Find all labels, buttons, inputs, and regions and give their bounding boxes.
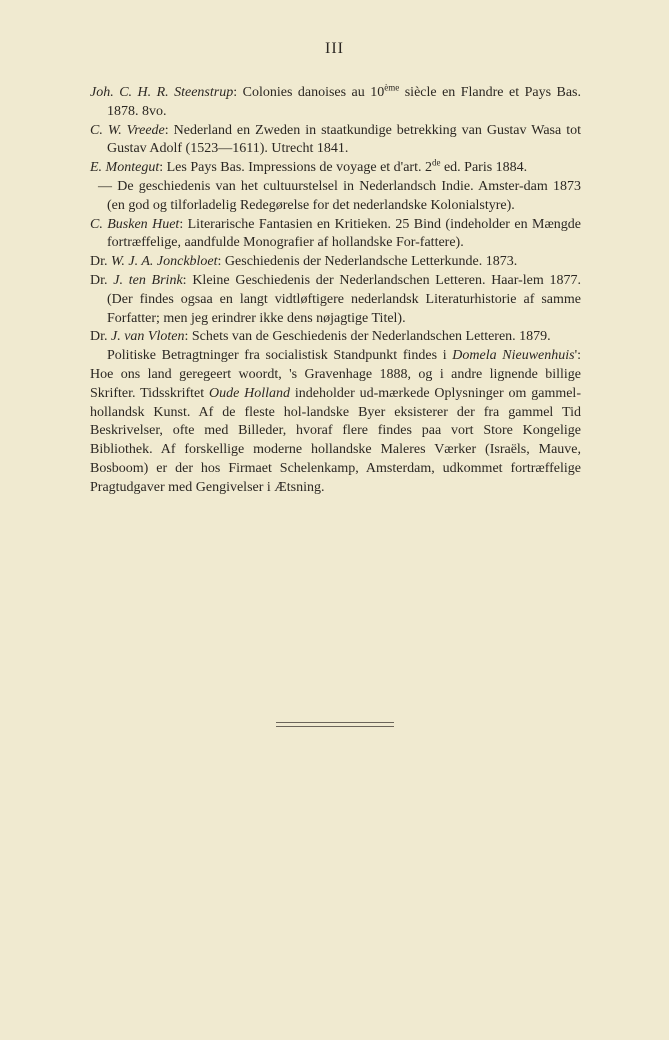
entry-prefix: — [98,178,118,194]
entry-author: Joh. C. H. R. Steenstrup [90,85,234,100]
end-rule-bottom [276,726,394,727]
entry-text: Schets van de Geschiedenis der Nederlandschen Letteren. 1879. [191,329,551,345]
entry-author: C. Busken Huet [90,216,180,232]
bibliography-entry [90,253,581,272]
entry-text: Les Pays Bas. Impressions de voyage et d'art. 2 [166,160,432,176]
paragraph-text-3: indeholder ud-mærkede Oplysninger om gammel-hollandsk Kunst. Af de fleste hol-landske Byer eksisterer der fra gammel Tid Beskrivelser, ofte med Billeder, hvoraf flere findes paa vort Store Kongelige Bibliothek. Af forskellige moderne hollandske Maleres Værker (Israëls, Mauve, Bosboom) er der hos Firmaet Schelenkamp, Amsterdam, udkommet fortræffelige Pragtudgaver med Gengivelser i Ætsning. [90,385,581,495]
bibliography-entry [90,159,581,178]
entry-author: C. W. Vreede [90,122,165,138]
entry-text: Colonies danoises au 10 [242,85,385,100]
entry-separator: : [217,254,225,270]
end-rule-top [276,722,394,723]
entry-separator: : [182,272,193,288]
entry-separator: : [179,216,188,232]
entry-text: Kleine Geschiedenis der Nederlandschen Letteren. Haar-lem 1877. (Der findes ogsaa en langt vidtløftigere nederlandsk Literaturhistorie af samme Forfatter; men jeg erindrer ikke dens nøjagtige Titel). [107,272,582,326]
entry-text: Geschiedenis der Nederlandsche Letterkunde. 1873. [224,254,518,270]
entry-text: Nederland en Zweden in staatkundige betrekking van Gustav Wasa tot Gustav Adolf (1523—1611). Utrecht 1841. [107,122,581,157]
closing-paragraph [90,347,581,497]
entry-author: J. ten Brink [113,272,183,288]
bibliography-entry [90,272,581,328]
entry-text: De geschiedenis van het cultuurstelsel in Nederlandsch Indie. Amster-dam 1873 (en god og tilforladelig Redegørelse for det nederlandske Kolonialstyre). [107,178,582,213]
bibliography-entry [90,84,581,122]
page-number: III [325,40,344,57]
entry-separator: : [164,122,174,138]
paragraph-italic-1: Domela Nieuwenhuis [452,348,575,364]
entry-author: E. Montegut [90,160,160,176]
entry-superscript: de [431,157,441,168]
bibliography [90,84,581,498]
entry-text: Literarische Fantasien en Kritieken. 25 Bind (indeholder en Mængde fortræffelige, aandfulde Monografier af hollandske For-fattere). [107,216,582,251]
bibliography-entry [90,122,581,160]
bibliography-list [90,84,581,347]
entry-separator: : [159,160,167,176]
paragraph-italic-2: Oude Holland [208,385,291,401]
entry-prefix: Dr. [90,329,111,345]
entry-separator: : [233,85,243,100]
entry-superscript: ème [384,82,400,93]
entry-prefix: Dr. [90,254,111,270]
bibliography-entry [90,328,581,347]
bibliography-entry [90,178,581,216]
bibliography-entry [90,216,581,254]
entry-author: W. J. A. Jonckbloet [111,254,218,270]
entry-separator: : [184,329,192,345]
entry-author: J. van Vloten [111,329,185,345]
entry-text-tail: ed. Paris 1884. [440,160,528,176]
entry-text-tail: siècle en Flandre et Pays Bas. 1878. 8vo. [107,85,582,119]
paragraph-text-2: ': Hoe ons land geregeert woordt, 's Gravenhage 1888, og i andre lignende billige Skrifter. Tidsskriftet [90,348,582,401]
paragraph-text-1: Politiske Betragtninger fra socialistisk Standpunkt findes i [107,348,453,364]
entry-prefix: Dr. [90,272,114,288]
